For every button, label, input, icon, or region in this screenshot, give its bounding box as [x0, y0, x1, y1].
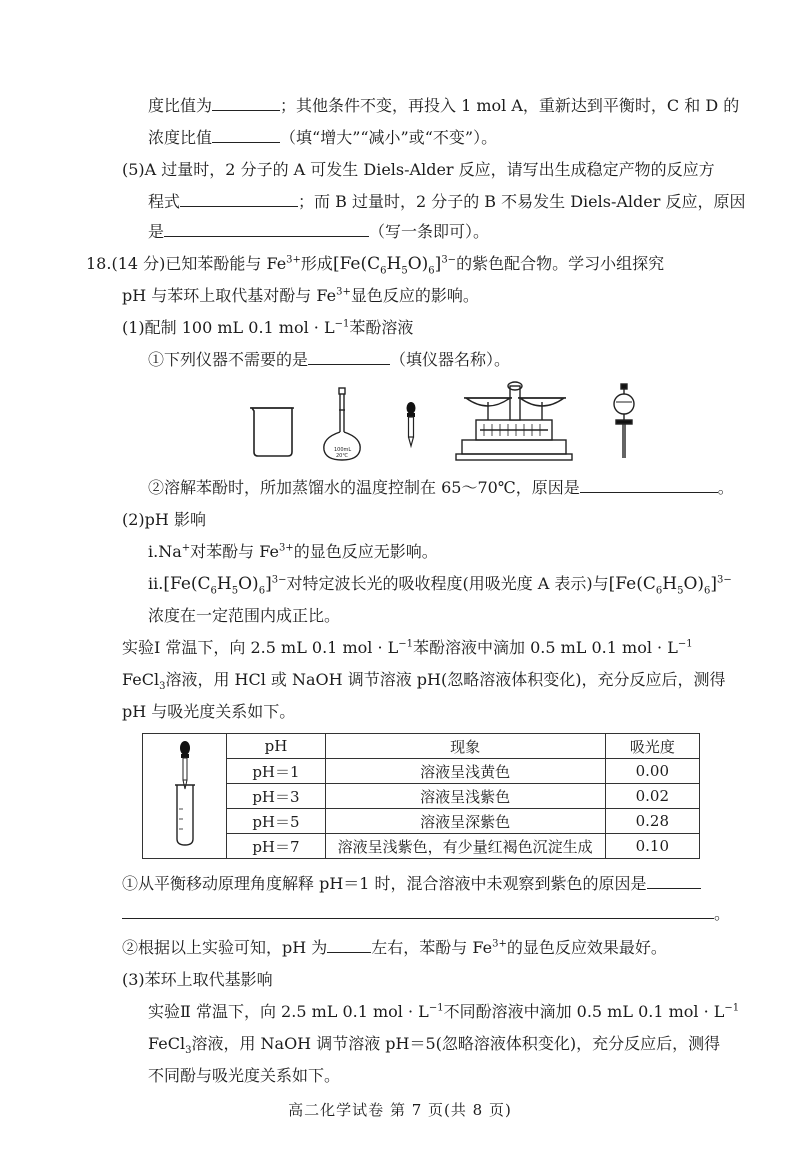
ph-absorbance-table [142, 733, 700, 859]
complex-formula: $[Fe(C_6H_5O)_6]^{3-}$ [163, 574, 287, 597]
part-1-q2: ②溶解苯酚时，所加蒸馏水的温度控制在 65～70℃，原因是 。 [148, 478, 734, 497]
part-2-heading: (2)pH 影响 [122, 510, 206, 529]
table-row: pH＝3 溶液呈浅紫色 0.02 [143, 784, 700, 809]
complex-formula: $[Fe(C_6H_5O)_6]^{3-}$ [608, 574, 732, 597]
volumetric-flask-icon [324, 388, 360, 460]
question-5: (5)A 过量时，2 分子的 A 可发生 Diels-Alder 反应，请写出生成稳定产物的反应方 [122, 160, 715, 179]
question-18-intro: 18.(14 分)已知苯酚能与 $Fe^{3+}$形成$[Fe(C_6H_5O)_6]^{3-}$的紫色配合物。学习小组探究 [86, 254, 665, 277]
experiment-1-line-2: FeCl$_3$溶液，用 HCl 或 NaOH 调节溶液 pH(忽略溶液体积变化)，充分反应后，测得 [122, 670, 726, 693]
dropper-icon [407, 402, 416, 446]
experiment-2-line-3: 不同酚与吸光度关系如下。 [148, 1066, 341, 1085]
answer-blank[interactable] [122, 902, 714, 919]
answer-blank[interactable] [212, 126, 280, 143]
line-1: 度比值为 ；其他条件不变，再投入 1 mol A，重新达到平衡时，C 和 D 的 [148, 96, 740, 115]
question-a: ①从平衡移动原理角度解释 pH＝1 时，混合溶液中未观察到紫色的原因是 [122, 872, 701, 896]
question-a-line-2: 。 [122, 902, 730, 926]
answer-blank[interactable] [580, 476, 718, 493]
question-18-intro-2: pH 与苯环上取代基对酚与 $Fe^{3+}$显色反应的影响。 [122, 286, 479, 305]
part-2-note-ii: $ii.[Fe(C_6H_5O)_6]^{3-}$对特定波长光的吸收程度(用吸光度 A 表示)与$[Fe(C_6H_5O)_6]^{3-}$ [148, 574, 732, 597]
separatory-funnel-icon [614, 384, 634, 458]
svg-text:100mL: 100mL [334, 447, 352, 453]
svg-text:20℃: 20℃ [336, 453, 348, 459]
complex-formula: $[Fe(C_6H_5O)_6]^{3-}$ [332, 254, 457, 277]
answer-blank[interactable] [308, 348, 390, 365]
answer-blank[interactable] [164, 220, 369, 237]
experiment-2-line-2: FeCl$_3$溶液，用 NaOH 调节溶液 pH＝5(忽略溶液体积变化)，充分反应后，测得 [148, 1034, 721, 1057]
apparatus-cell [143, 734, 227, 859]
experiment-2-line-1: 实验Ⅱ 常温下，向 2.5 mL 0.1 mol · $L^{-1}$不同酚溶液中滴加 0.5 mL 0.1 mol · $L^{-1}$ [148, 1002, 740, 1021]
part-3-heading: (3)苯环上取代基影响 [122, 970, 273, 989]
line-2: 浓度比值 （填“增大”“减小”或“不变”）。 [148, 128, 498, 147]
test-tube-dropper-icon [170, 739, 200, 849]
header-absorbance: 吸光度 [605, 734, 699, 759]
apparatus-figure [240, 380, 660, 465]
page-footer: 高二化学试卷 第 7 页(共 8 页) [288, 1101, 512, 1119]
line-4: 程式 ；而 B 过量时，2 分子的 B 不易发生 Diels-Alder 反应，原因 [148, 192, 746, 211]
header-ph: pH [227, 734, 325, 759]
part-1-q1: ①下列仪器不需要的是 （填仪器名称）。 [148, 350, 511, 369]
experiment-1-line-3: pH 与吸光度关系如下。 [122, 702, 296, 721]
table-header-row [143, 734, 700, 759]
answer-blank[interactable] [180, 190, 298, 207]
answer-blank[interactable] [212, 94, 280, 111]
table-row: pH＝5 溶液呈深紫色 0.28 [143, 809, 700, 834]
balance-scale-icon [456, 382, 572, 460]
beaker-icon [250, 408, 294, 456]
part-1-heading: (1)配制 100 mL 0.1 mol · $L^{-1}$苯酚溶液 [122, 318, 414, 337]
header-phenomenon: 现象 [325, 734, 605, 759]
answer-blank[interactable] [647, 872, 701, 889]
table-row: pH＝7 溶液呈浅紫色，有少量红褐色沉淀生成 0.10 [143, 834, 700, 859]
table-row: pH＝1 溶液呈浅黄色 0.00 [143, 759, 700, 784]
line-5: 是 （写一条即可）。 [148, 222, 490, 241]
experiment-1-line-1: 实验Ⅰ 常温下，向 2.5 mL 0.1 mol · $L^{-1}$苯酚溶液中滴加 0.5 mL 0.1 mol · $L^{-1}$ [122, 638, 693, 657]
part-2-note-i: i.Na+对苯酚与 $Fe^{3+}$的显色反应无影响。 [148, 542, 438, 561]
question-b: ②根据以上实验可知，pH 为 左右，苯酚与 $Fe^{3+}$的显色反应效果最好。 [122, 938, 667, 957]
answer-blank[interactable] [327, 936, 371, 953]
part-2-note-ii-2: 浓度在一定范围内成正比。 [148, 606, 341, 625]
